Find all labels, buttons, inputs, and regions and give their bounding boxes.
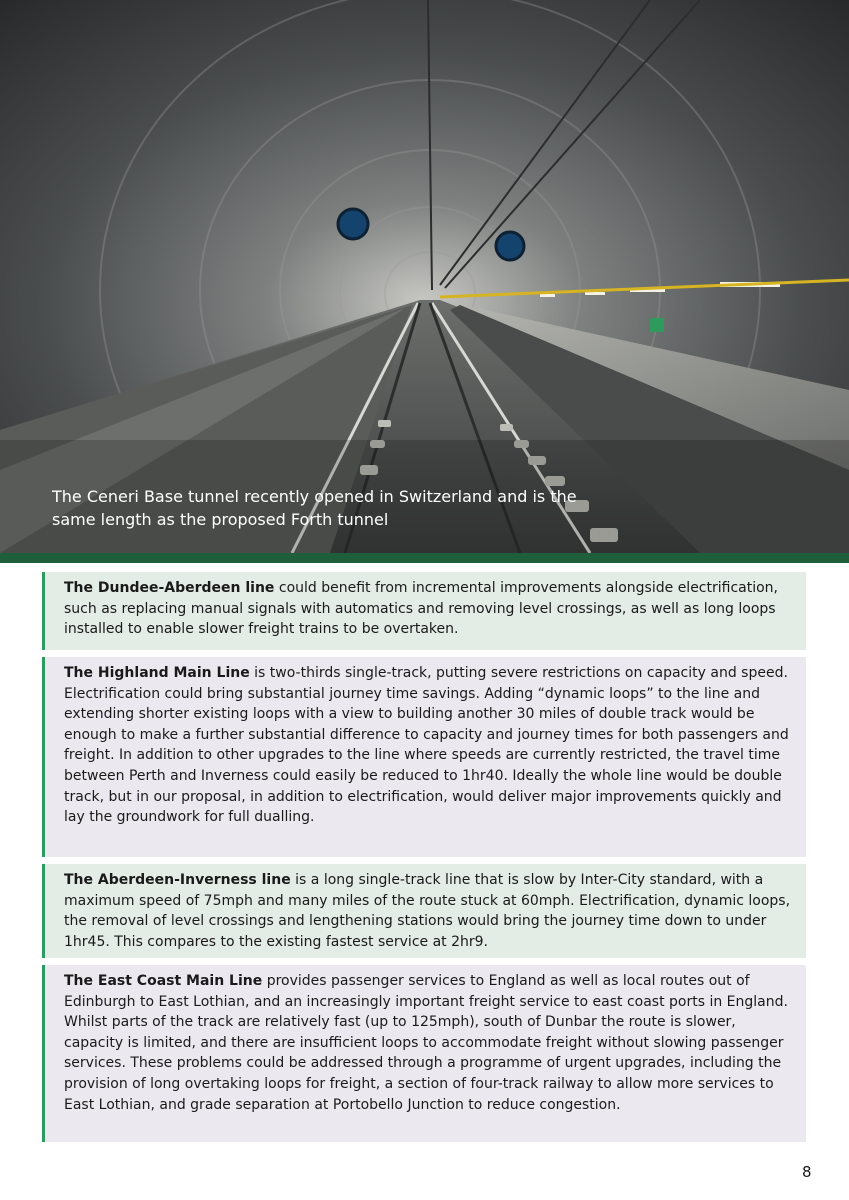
section-dundee-aberdeen [42, 572, 806, 650]
hero-image [0, 0, 849, 553]
section-body: provides passenger services to England as well as local routes out of Edinburgh to East Lothian, and an increasingly important freight service to east coast ports in England. Whilst parts of the track are relatively fast (up to 125mph), south of Dunbar the route is slower, capacity is limited, and there are insufficient loops to accommodate freight without slowing passenger services. These problems could be addressed through a programme of urgent upgrades, including the provision of long overtaking loops for freight, a section of four-track railway to allow more services to East Lothian, and grade separation at Portobello Junction to reduce congestion. [64, 973, 788, 1113]
section-divider [0, 553, 849, 563]
section-title: The Aberdeen-Inverness line [64, 872, 291, 888]
section-body: is two-thirds single-track, putting severe restrictions on capacity and speed. Electrification could bring substantial journey time savings. Adding “dynamic loops” to the line and extending shorter existing loops with a view to building another 30 miles of double track would be enough to make a further substantial difference to capacity and journey times for both passengers and freight. In addition to other upgrades to the line where speeds are currently restricted, the travel time between Perth and Inverness could easily be reduced to 1hr40. Ideally the whole line would be double track, but in our proposal, in addition to electrification, would deliver major improvements quickly and lay the groundwork for full dualling. [64, 665, 789, 826]
tunnel-photo [0, 0, 849, 553]
section-highland-main-line [42, 657, 806, 857]
image-caption: The Ceneri Base tunnel recently opened in Switzerland and is the same length as the proposed Forth tunnel [52, 487, 577, 529]
page-number: 8 [802, 1163, 812, 1181]
section-title: The East Coast Main Line [64, 973, 263, 989]
section-east-coast-main-line [42, 965, 806, 1142]
section-title: The Dundee-Aberdeen line [64, 580, 275, 596]
section-aberdeen-inverness [42, 864, 806, 958]
section-title: The Highland Main Line [64, 665, 250, 681]
section-body: is a long single-track line that is slow by Inter-City standard, with a maximum speed of 75mph and many miles of the route stuck at 60mph. Electrification, dynamic loops, the removal of level crossings and lengthening stations would bring the journey time down to under 1hr45. This compares to the existing fastest service at 2hr9. [64, 872, 791, 950]
section-body: could benefit from incremental improvements alongside electrification, such as replacing manual signals with automatics and removing level crossings, as well as long loops installed to enable slower freight trains to be overtaken. [64, 580, 778, 638]
